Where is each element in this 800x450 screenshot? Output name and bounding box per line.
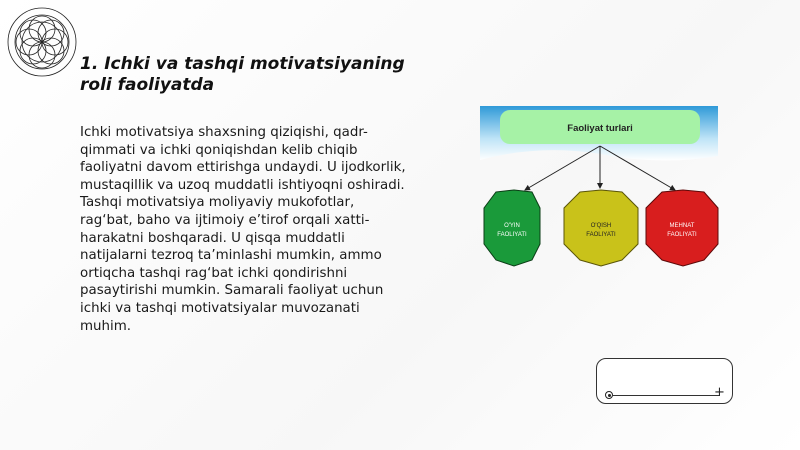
- node-work-activity: [646, 190, 718, 266]
- node-label-line1: O'YIN: [504, 223, 520, 229]
- node-study-activity: [564, 190, 638, 266]
- plus-icon[interactable]: +: [714, 385, 725, 400]
- slide-body-text: Ichki motivatsiya shaxsning qiziqishi, qadr-qimmati va ichki qoniqishdan kelib chiqib faoliyatni davom ettirishga undaydi. U ijodkorlik, mustaqillik va uzoq muddatli ishtiyoqni oshiradi. Tashqi motivatsiya moliyaviy mukofotlar, rag‘bat, baho va ijtimoiy e’tirof orqali xatti-harakatni boshqaradi. U qisqa muddatli natijalarni tezroq ta’minlashi mumkin, ammo ortiqcha tashqi rag‘bat ichki qondirishni pasaytirishi mumkin. Samarali faoliyat uchun ichki va tashqi motivatsiyalar muvozanati muhim.: [80, 125, 406, 334]
- node-label-line1: O'QISH: [590, 223, 612, 229]
- audio-player[interactable]: [596, 358, 733, 404]
- node-label-line2: FAOLIYATI: [497, 232, 527, 238]
- node-label-line1: MEHNAT: [669, 223, 695, 229]
- root-label: Faoliyat turlari: [567, 123, 633, 134]
- node-label-line2: FAOLIYATI: [586, 232, 616, 238]
- slide-title: 1. Ichki va tashqi motivatsiyaning roli faoliyatda: [80, 54, 405, 95]
- activity-types-diagram: [480, 104, 720, 274]
- node-label-line2: FAOLIYATI: [667, 232, 697, 238]
- arrow-left: [525, 146, 600, 190]
- record-dot-icon[interactable]: [605, 391, 613, 399]
- node-play-activity: [484, 190, 540, 266]
- audio-progress-track[interactable]: [613, 395, 719, 396]
- spirograph-logo-icon: [6, 6, 78, 78]
